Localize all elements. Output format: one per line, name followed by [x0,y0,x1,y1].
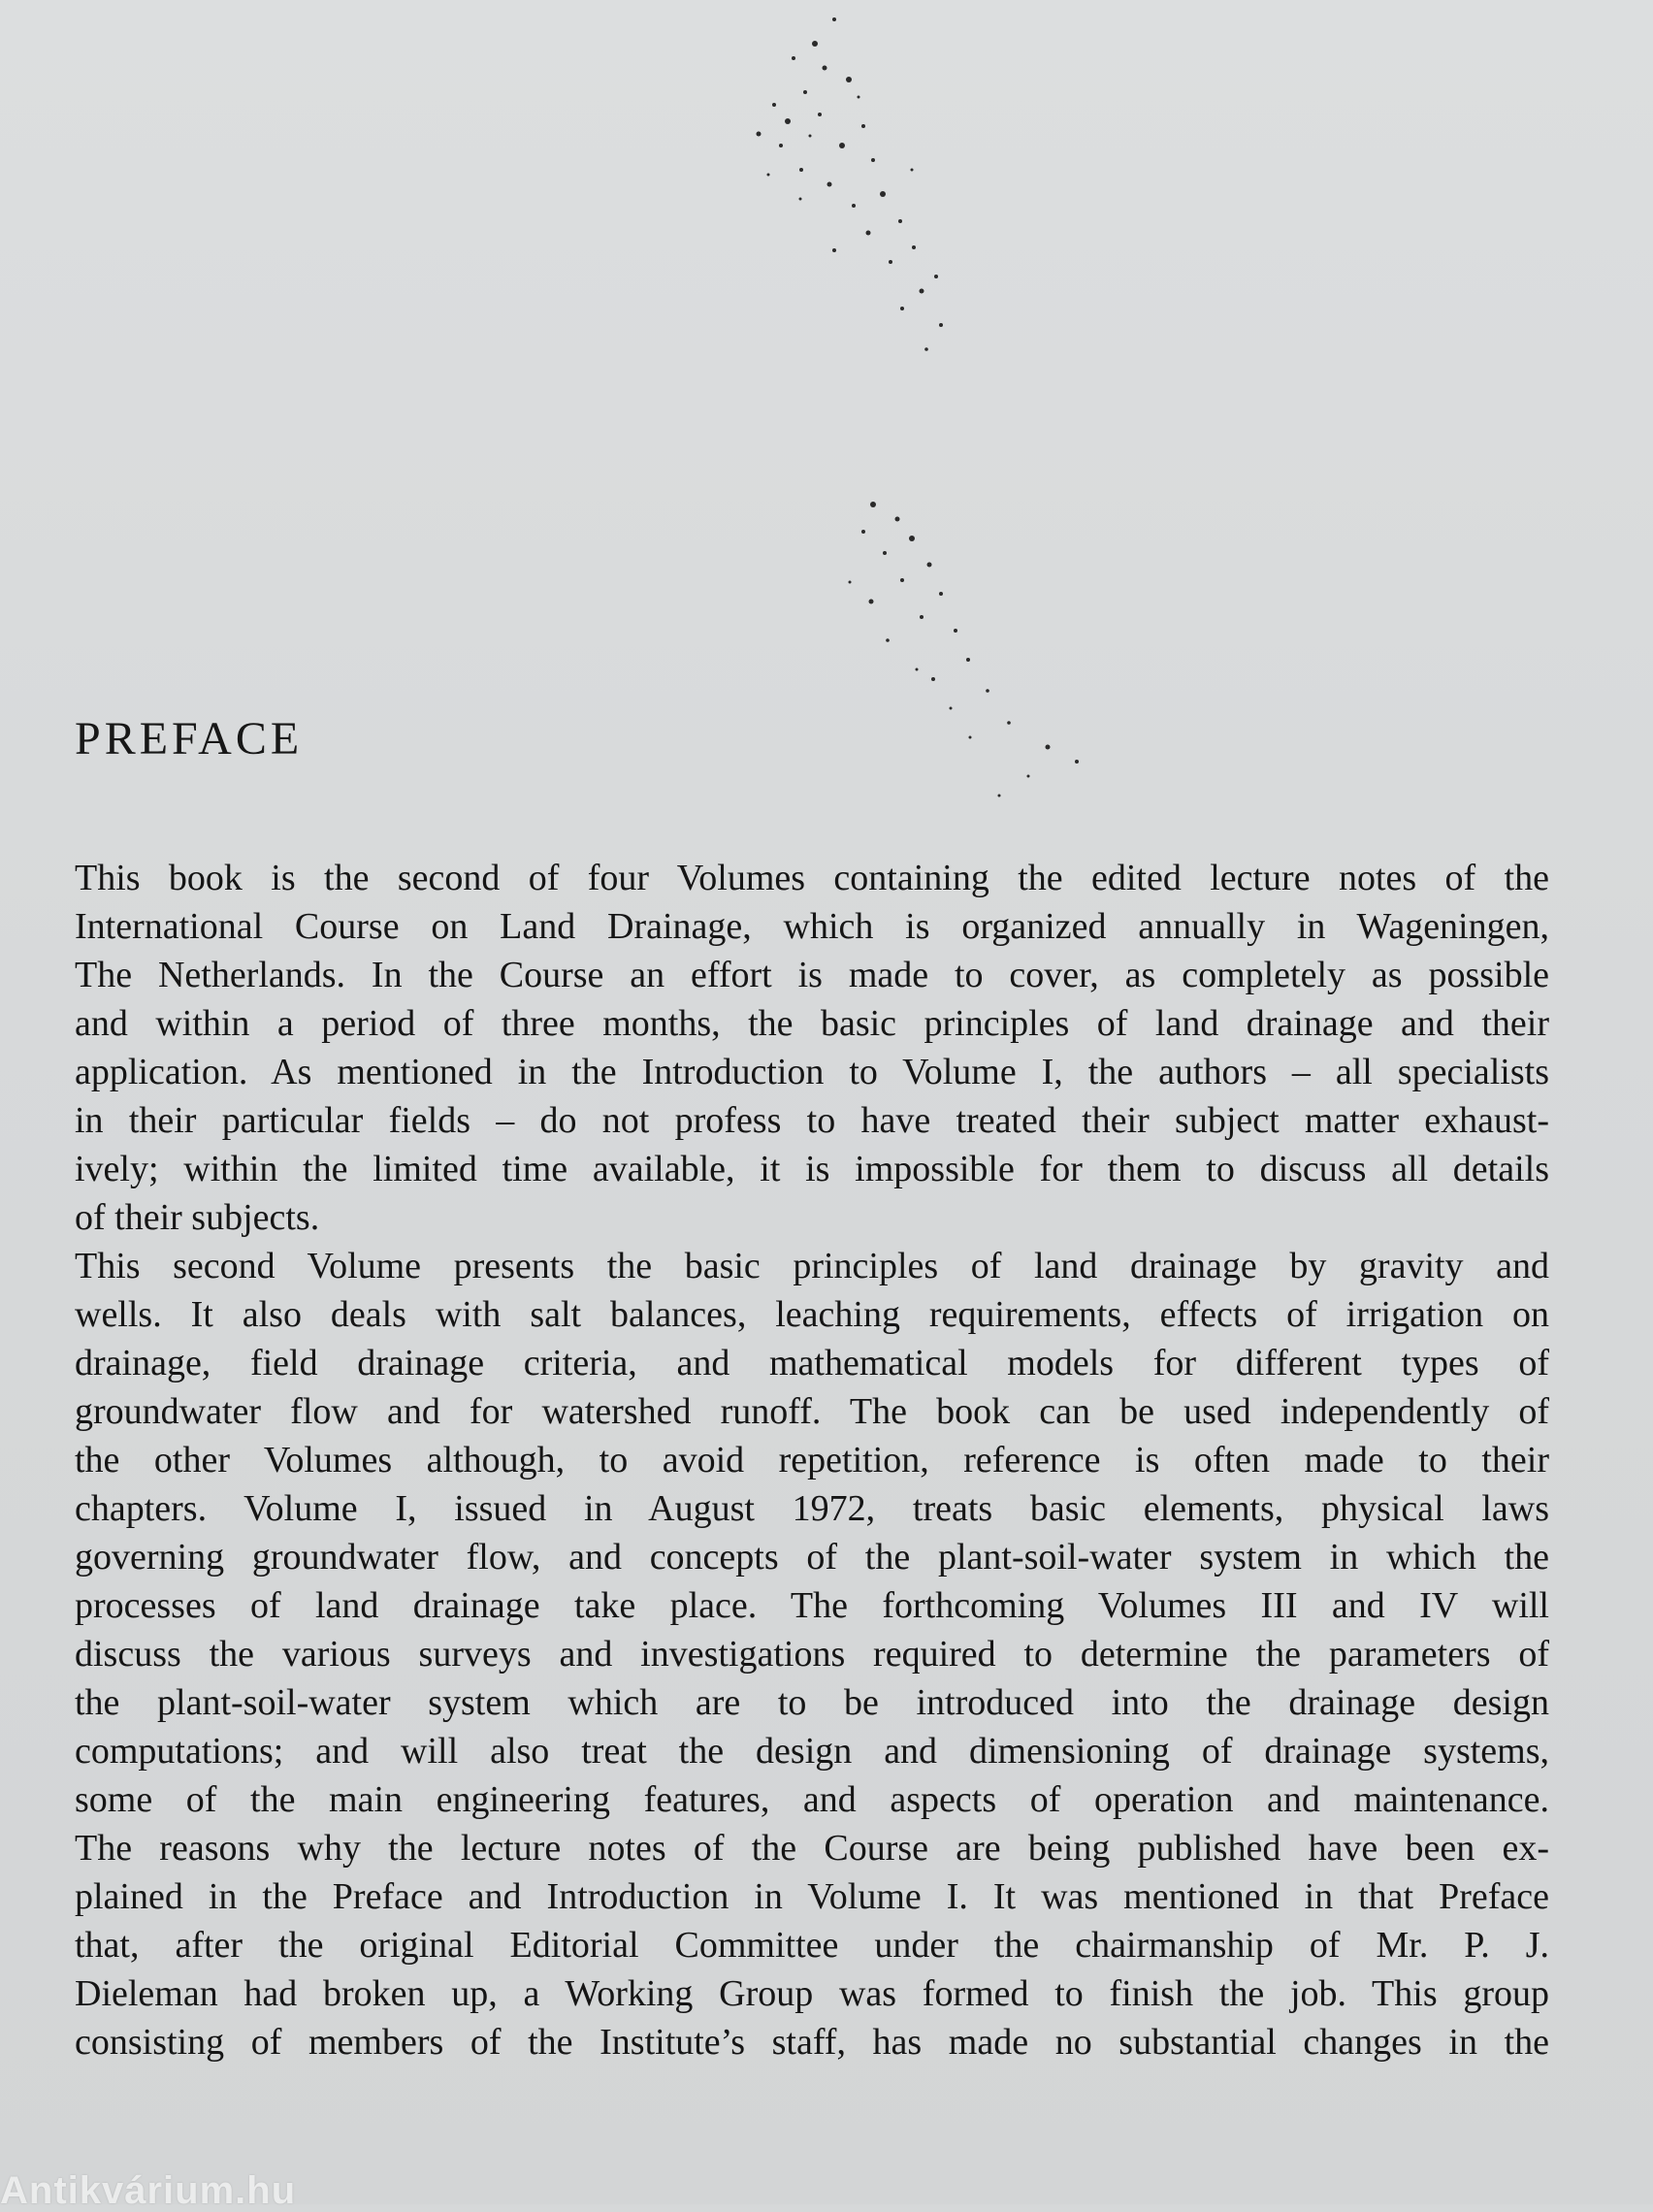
text-line: plained in the Preface and Introduction in Volume I. It was mentioned in that Preface [75,1876,1549,1917]
paragraph [75,854,1549,1242]
text-line: computations; and will also treat the design and dimensioning of drainage systems, [75,1731,1549,1772]
text-line: of their subjects. [75,1197,320,1238]
text-line: International Course on Land Drainage, which is organized annually in Wageningen, [75,906,1549,947]
text-line: that, after the original Editorial Committee under the chairmanship of Mr. P. J. [75,1925,1549,1966]
paragraph [75,1242,1549,2066]
text-line: ively; within the limited time available, it is impossible for them to discuss all details [75,1149,1549,1189]
paper-stain-speckles [679,0,1416,815]
watermark-text: Antikvárium.hu [0,2169,297,2212]
text-line: The Netherlands. In the Course an effort is made to cover, as completely as possible [75,955,1549,995]
text-line: chapters. Volume I, issued in August 1972, treats basic elements, physical laws [75,1488,1549,1529]
text-line: processes of land drainage take place. The forthcoming Volumes III and IV will [75,1585,1549,1626]
text-line: This second Volume presents the basic principles of land drainage by gravity and [75,1246,1549,1286]
text-line: and within a period of three months, the basic principles of land drainage and their [75,1003,1549,1044]
text-line: Dieleman had broken up, a Working Group was formed to finish the job. This group [75,1973,1549,2014]
text-line: application. As mentioned in the Introduction to Volume I, the authors – all specialists [75,1052,1549,1092]
page-title: PREFACE [75,713,304,764]
text-line: the other Volumes although, to avoid repetition, reference is often made to their [75,1440,1549,1480]
text-line: wells. It also deals with salt balances, leaching requirements, effects of irrigation on [75,1294,1549,1335]
text-line: in their particular fields – do not profess to have treated their subject matter exhaust- [75,1100,1549,1141]
body-text [75,854,1549,2066]
text-line: the plant-soil-water system which are to be introduced into the drainage design [75,1682,1549,1723]
text-line: drainage, field drainage criteria, and mathematical models for different types of [75,1343,1549,1383]
text-line: discuss the various surveys and investigations required to determine the parameters of [75,1634,1549,1675]
text-line: This book is the second of four Volumes containing the edited lecture notes of the [75,858,1549,898]
text-line: groundwater flow and for watershed runoff. The book can be used independently of [75,1391,1549,1432]
text-line: governing groundwater flow, and concepts of the plant-soil-water system in which the [75,1537,1549,1578]
text-line: The reasons why the lecture notes of the Course are being published have been ex- [75,1828,1549,1869]
text-line: consisting of members of the Institute’s staff, has made no substantial changes in the [75,2022,1549,2063]
text-line: some of the main engineering features, and aspects of operation and maintenance. [75,1779,1549,1820]
